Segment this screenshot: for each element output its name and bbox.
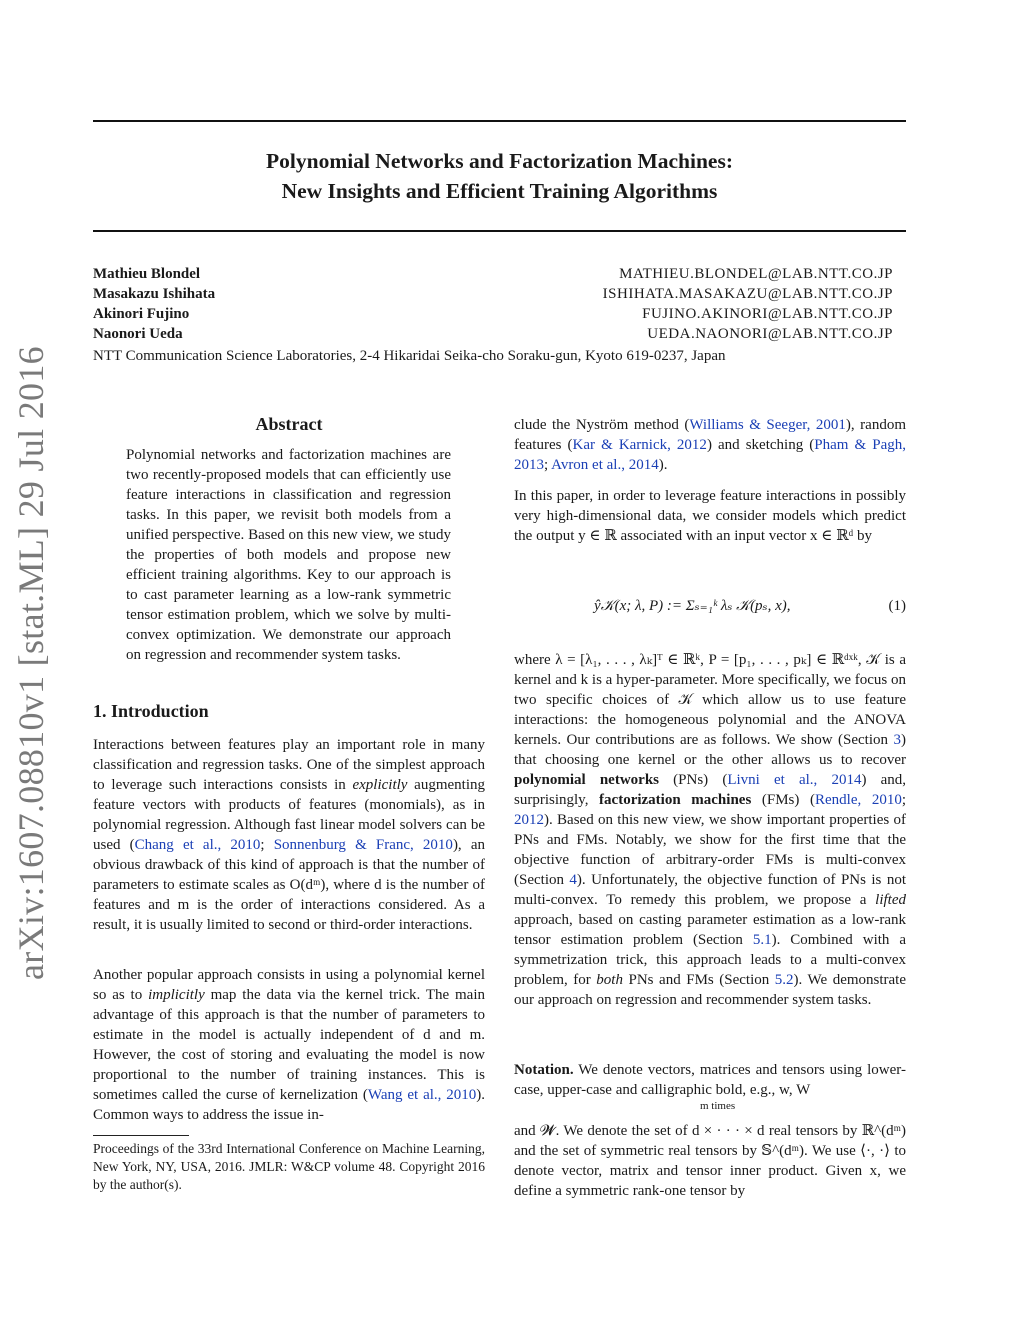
citation-link[interactable]: Chang et al., 2010 (134, 837, 261, 853)
author-row (93, 326, 893, 346)
emphasis: lifted (875, 892, 906, 908)
emphasis: both (596, 972, 623, 988)
citation-link[interactable]: Wang et al., 2010 (367, 1087, 477, 1103)
author-email[interactable]: FUJINO.AKINORI@LAB.NTT.CO.JP (642, 306, 893, 322)
equation-number: (1) (888, 598, 906, 614)
equation-1 (514, 580, 906, 640)
arxiv-stamp: arXiv:1607.08810v1 [stat.ML] 29 Jul 2016 (11, 346, 51, 980)
section-link[interactable]: 3 (893, 732, 901, 748)
notation-label: Notation. (514, 1062, 574, 1078)
section-link[interactable]: 5.2 (774, 972, 794, 988)
author-email[interactable]: MATHIEU.BLONDEL@LAB.NTT.CO.JP (619, 266, 893, 282)
emphasis: implicitly (148, 987, 205, 1003)
citation-link[interactable]: Pham & Pagh, 2013 (514, 437, 906, 473)
notation-paragraph-continued: and 𝓦. We denote the set of d × · · · × d real tensors by ℝ^(dᵐ) and the set of symmetric real tensors by 𝕊^(dᵐ). We use ⟨·, ·⟩ to denote vector, matrix and tensor inner product. Given x, we define a symmetric rank-one tensor by (514, 1123, 906, 1199)
abstract-text: Polynomial networks and factorization machines are two recently-proposed models that can efficiently use feature interactions in classification and regression tasks. In this paper, we revisit both models from a unified perspective. Based on this new view, we study the properties of both models and propose new efficient training algorithms. Key to our approach is to cast parameter learning as a low-rank symmetric tensor estimation problem, which we solve by multi-convex optimization. We demonstrate our approach on regression and recommender system tasks. (126, 447, 451, 663)
author-row (93, 306, 893, 326)
emphasis: explicitly (352, 777, 408, 793)
title-line-1: Polynomial Networks and Factorization Machines: (266, 149, 733, 173)
citation-link[interactable]: Williams & Seeger, 2001 (689, 417, 846, 433)
intro-paragraph-1: Interactions between features play an important role in many classification and regression tasks. One of the simplest approach to leverage such interactions consists in explicitly augmenting feature vectors with products of features (monomials), as in polynomial regression. Although fast linear model solvers can be used (Chang et al., 2010; Sonnenburg & Franc, 2010), an obvious drawback of this kind of approach is that the number of parameters to estimate scales as O(dᵐ), where d is the number of features and m is the order of interactions considered. As a result, it is usually limited to second or third-order interactions. (93, 737, 485, 933)
author-email[interactable]: ISHIHATA.MASAKAZU@LAB.NTT.CO.JP (602, 286, 893, 302)
title-line-2: New Insights and Efficient Training Algorithms (281, 179, 718, 203)
right-paragraph-1: In this paper, in order to leverage feature interactions in possibly very high-dimensional data, we consider models which predict the output y ∈ ℝ associated with an input vector x ∈ ℝᵈ by (514, 488, 906, 544)
intro-paragraph-2: Another popular approach consists in using a polynomial kernel so as to implicitly map the data via the kernel trick. The main advantage of this approach is that the number of parameters to estimate in the model is actually independent of d and m. However, the cost of storing and evaluating the model is now proportional to the number of training instances. This is sometimes called the curse of kernelization (Wang et al., 2010). Common ways to address the issue in- (93, 967, 486, 1123)
citation-link[interactable]: Livni et al., 2014 (727, 772, 862, 788)
citation-link[interactable]: Sonnenburg & Franc, 2010 (273, 837, 453, 853)
citation-link[interactable]: 2012 (514, 812, 544, 828)
footnote-rule (93, 1135, 189, 1136)
title-bottom-rule (93, 230, 906, 232)
overbrace-label: m times (700, 1100, 736, 1112)
citation-link[interactable]: Rendle, 2010 (814, 792, 902, 808)
section-link[interactable]: 5.1 (752, 932, 772, 948)
abstract-heading: Abstract (255, 414, 323, 434)
bold-term: polynomial networks (514, 772, 660, 788)
author-email[interactable]: UEDA.NAONORI@LAB.NTT.CO.JP (647, 326, 893, 342)
citation-link[interactable]: Kar & Karnick, 2012 (572, 437, 707, 453)
author-row (93, 286, 893, 306)
bold-term: factorization machines (599, 792, 752, 808)
equation-body: ŷ𝒦(x; λ, P) := Σₛ₌₁ᵏ λₛ 𝒦(pₛ, x), (594, 598, 791, 614)
paper-title (93, 146, 906, 206)
author-name: Masakazu Ishihata (93, 286, 216, 302)
affiliation: NTT Communication Science Laboratories, 2-4 Hikaridai Seika-cho Soraku-gun, Kyoto 619-0237, Japan (93, 348, 726, 364)
right-paragraph-0: clude the Nyström method (Williams & Seeger, 2001), random features (Kar & Karnick, 2012) and sketching (Pham & Pagh, 2013; Avron et al., 2014). (514, 417, 906, 473)
top-rule (93, 120, 906, 122)
author-name: Naonori Ueda (93, 326, 183, 342)
author-name: Akinori Fujino (93, 306, 190, 322)
section-link[interactable]: 4 (569, 872, 577, 888)
author-name: Mathieu Blondel (93, 266, 201, 282)
notation-paragraph: Notation. We denote vectors, matrices and tensors using lower-case, upper-case and calligraphic bold, e.g., w, W (514, 1062, 906, 1098)
citation-link[interactable]: Avron et al., 2014 (551, 457, 659, 473)
right-paragraph-2: where λ = [λ₁, . . . , λₖ]ᵀ ∈ ℝᵏ, P = [p₁, . . . , pₖ] ∈ ℝᵈˣᵏ, 𝒦 is a kernel and k is a hyper-parameter. More specifically, we focus on two specific choices of 𝒦 which allow us to use feature interactions: the homogeneous polynomial and the ANOVA kernels. Our contributions are as follows. We show (Section 3) that choosing one kernel or the other allows us to recover polynomial networks (PNs) (Livni et al., 2014) and, surprisingly, factorization machines (FMs) (Rendle, 2010; 2012). Based on this new view, we show important properties of PNs and FMs. Notably, we show for the first time that the objective function of arbitrary-order FMs is multi-convex (Section 4). Unfortunately, the objective function of PNs is not multi-convex. To remedy this problem, we propose a lifted approach, based on casting parameter estimation as a low-rank tensor estimation problem (Section 5.1). Combined with a symmetrization trick, this approach leads to a multi-convex problem, for both PNs and FMs (Section 5.2). We demonstrate our approach on regression and recommender system tasks. (514, 652, 907, 1008)
footnote: Proceedings of the 33rd International Conference on Machine Learning, New York, NY, USA, 2016. JMLR: W&CP volume 48. Copyright 2016 by the author(s). (93, 1141, 485, 1192)
intro-heading: 1. Introduction (93, 701, 209, 721)
author-row (93, 266, 893, 286)
